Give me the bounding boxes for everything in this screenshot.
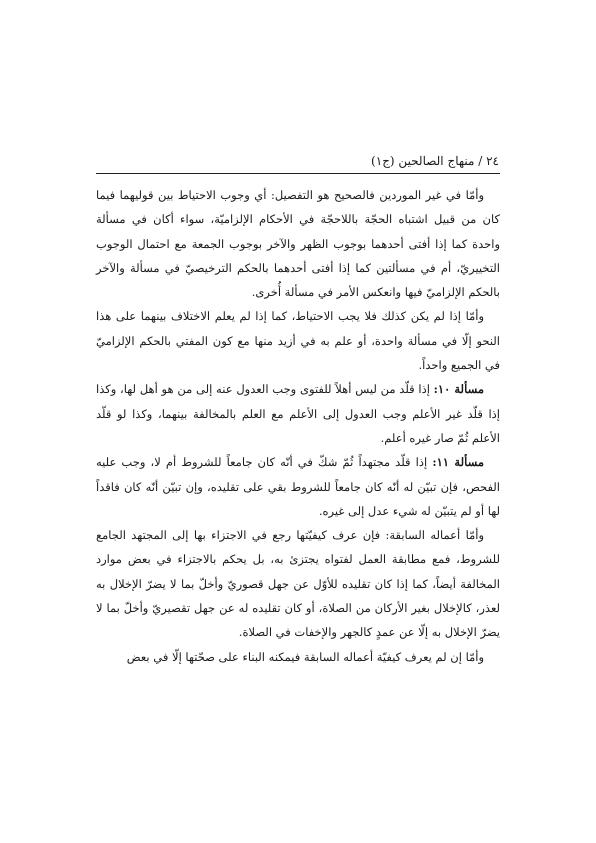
running-header xyxy=(96,150,499,172)
paragraph-text: وأمّا أعماله السابقة: فإن عرف كيفيّتها رجع في الاجتزاء بها إلى المجتهد الجامع للشروط، فمع مطابقة العمل لفتواه يجتزئ به، بل يحكم بالاجتزاء في بعض موارد المخالفة أيضاً، كما إذا كان تقليده للأوّل عن جهل قصوريّ وأخلّ بما لا يضرّ الإخلال به لعذر، كالإخلال بغير الأركان من الصلاة، أو كان تقليده له عن جهل تقصيريّ وأخلّ بما لا يضرّ الإخلال به إلّا عن عمدٍ كالجهر والإخفات في الصلاة. xyxy=(96,528,500,640)
paragraph xyxy=(96,183,500,304)
issue-label: مسألة ١١: xyxy=(432,455,484,470)
paragraph xyxy=(96,377,500,450)
header-rule xyxy=(96,173,500,174)
paragraph xyxy=(96,523,500,644)
paragraph-text: وأمّا في غير الموردين فالصحيح هو التفصيل: أي وجوب الاحتياط بين قوليهما فيما كان من قبيل اشتباه الحجّة باللاحجّة في الأحكام الإلزاميّة، سواء أكان في مسألة واحدة كما إذا أفتى أحدهما بوجوب الظهر والآخر بوجوب الجمعة مع احتمال الوجوب التخييريّ، أم في مسألتين كما إذا أفتى أحدهما بالحكم الترخيصيّ في مسألة والآخر بالحكم الإلزاميّ فيها وانعكس الأمر في مسألة أُخرى. xyxy=(96,188,500,300)
paragraph xyxy=(96,450,500,523)
paragraph xyxy=(96,304,500,377)
running-title: ٢٤ / منهاج الصالحين (ج١) xyxy=(371,154,499,168)
body-text xyxy=(96,183,500,669)
issue-label: مسألة ١٠: xyxy=(433,382,484,397)
paragraph-text: إذا قلّد مجتهداً ثُمّ شكّ في أنّه كان جامعاً للشروط أم لا، وجب عليه الفحص، فإن تبيّن له أنّه كان جامعاً للشروط بقي على تقليده، وإن تبيّن أنّه كان فاقداً لها أو لم يتبيّن له شيء عدل إلى غيره. xyxy=(96,455,500,518)
paragraph-text: إذا قلّد من ليس أهلاً للفتوى وجب العدول عنه إلى من هو أهل لها، وكذا إذا قلّد غير الأعلم وجب العدول إلى الأعلم مع العلم بالمخالفة بينهما، وكذا لو قلّد الأعلم ثُمّ صار غيره أعلم. xyxy=(96,382,500,445)
paragraph xyxy=(96,645,500,669)
paragraph-text: وأمّا إن لم يعرف كيفيّة أعماله السابقة فيمكنه البناء على صحّتها إلّا في بعض xyxy=(126,649,484,664)
paragraph-text: وأمّا إذا لم يكن كذلك فلا يجب الاحتياط، كما إذا لم يعلم الاختلاف بينهما على هذا النحو إلّا في مسألة واحدة، أو علم به في أزيد منها مع كون المفتي بالحكم الإلزاميّ في الجميع واحداً. xyxy=(96,309,500,373)
